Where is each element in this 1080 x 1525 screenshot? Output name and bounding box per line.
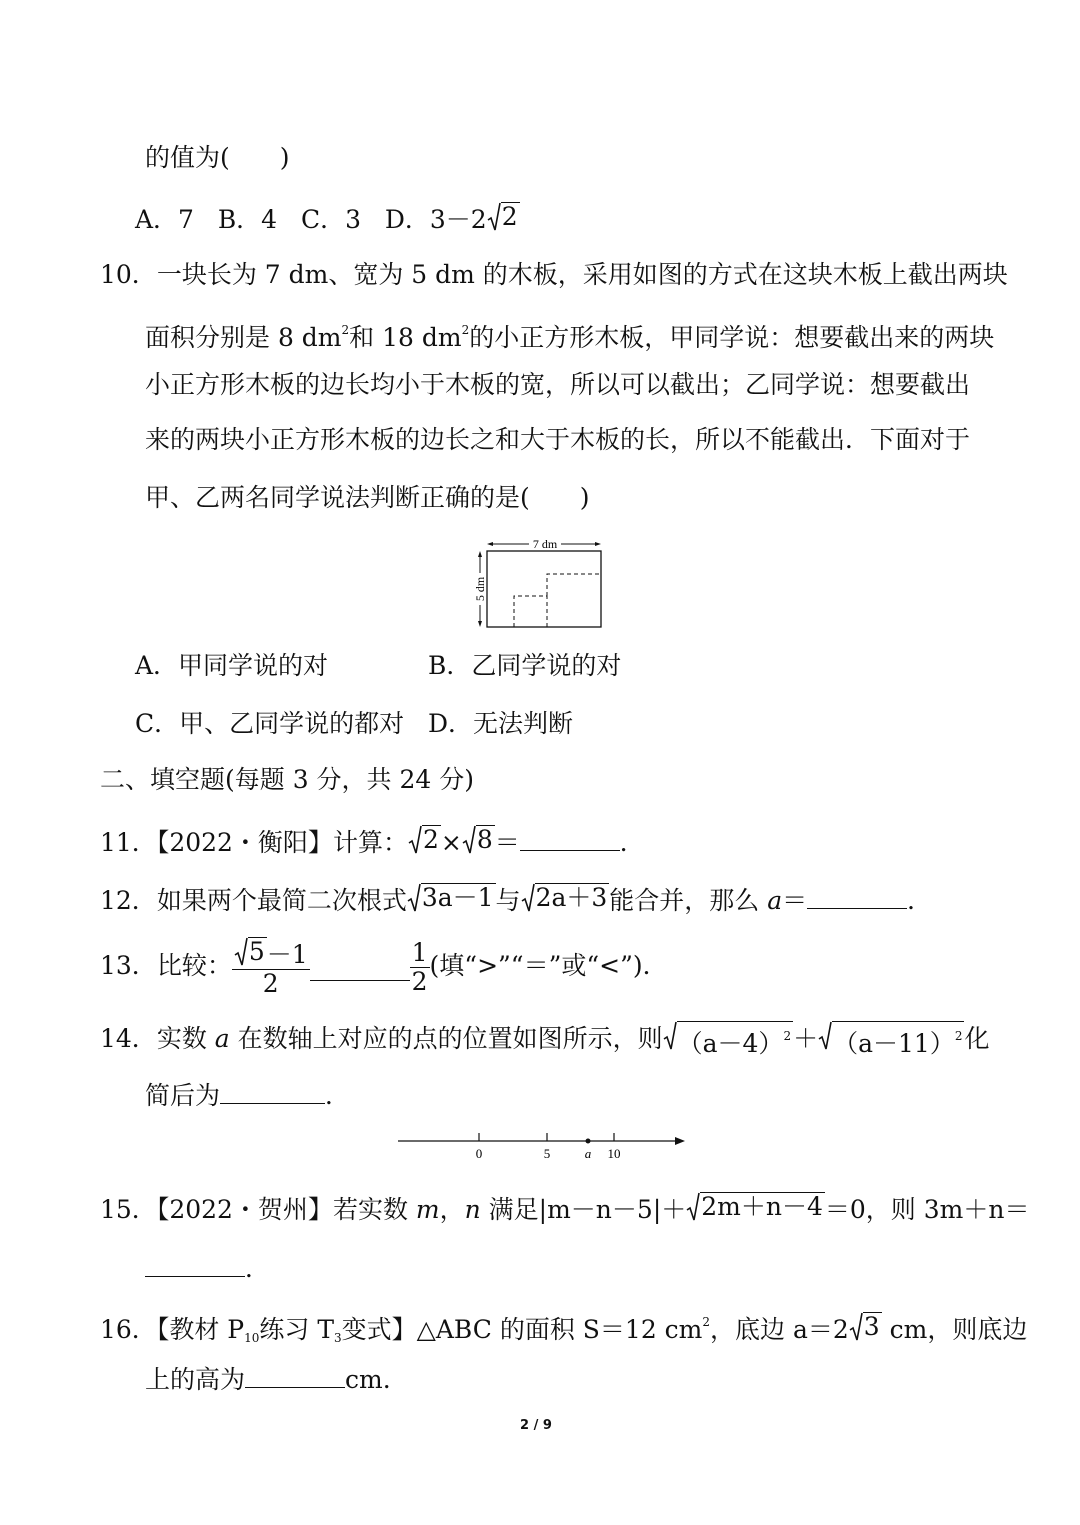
sqrt-symbol: 5 bbox=[234, 937, 267, 967]
q10-line2: 面积分别是 8 $dm^2$和 18 $dm^2$的小正方形木板，甲同学说：想要截出来的两块 bbox=[145, 323, 995, 352]
label-a: a bbox=[584, 1146, 592, 1161]
width-label: 7 dm bbox=[532, 537, 558, 551]
q13: 13．比较： 5 －1 2 $\frac{1}{2}$ (填“>”“＝”或“<”)． bbox=[100, 937, 668, 998]
q16-source: 【教材 $P_{10}$练习 $T_3$变式】 bbox=[156, 1315, 417, 1345]
q9-option-b: B．4 bbox=[217, 205, 278, 234]
q9-option-d: D．3－2 2 bbox=[384, 202, 518, 234]
sqrt-symbol: 3a－1 bbox=[407, 883, 496, 913]
q9-option-c: C．3 bbox=[300, 205, 361, 234]
q10-option-c: C．甲、乙同学说的都对 bbox=[135, 709, 405, 738]
small-square-dashed bbox=[514, 596, 547, 627]
q14-line1: 14．实数 a 在数轴上对应的点的位置如图所示，则 $(a-4)^2$ ＋ $(a-11)^2$ 化 bbox=[100, 1021, 989, 1058]
sqrt-symbol: 2 bbox=[408, 825, 441, 855]
label-10: 10 bbox=[607, 1146, 621, 1161]
large-square-dashed bbox=[547, 574, 601, 596]
q10-line4: 来的两块小正方形木板的边长之和大于木板的长，所以不能截出．下面对于 bbox=[145, 425, 971, 454]
q16-answer-blank[interactable] bbox=[245, 1361, 345, 1388]
sqrt-symbol: 8 bbox=[462, 825, 495, 855]
arrowhead-right bbox=[595, 542, 601, 546]
q9-options bbox=[135, 202, 520, 236]
q9-option-a: A．7 bbox=[135, 205, 194, 234]
sqrt-symbol: 3 bbox=[849, 1312, 882, 1342]
q10-board-figure bbox=[470, 535, 610, 635]
q10-option-a: A．甲同学说的对 bbox=[135, 651, 329, 680]
q12: 12．如果两个最简二次根式 3a－1 与 2a＋3 能合并，那么 a＝ ． bbox=[100, 883, 933, 915]
sqrt-symbol: 2m＋n－4 bbox=[686, 1192, 825, 1222]
q15-source: 【2022・贺州】 bbox=[156, 1195, 333, 1224]
q11-source: 【2022・衡阳】 bbox=[156, 828, 333, 857]
section-title: 二、填空题(每题 3 分，共 24 分) bbox=[100, 765, 475, 794]
q15-line2: ． bbox=[145, 1250, 270, 1285]
q15-line1: 15．【2022・贺州】若实数 m，n 满足|m－n－5|＋ 2m＋n－4 ＝0，则 3m＋n＝ bbox=[100, 1192, 1030, 1224]
q13-fraction-2: $\frac{1}{2}$ bbox=[411, 938, 428, 996]
q11-answer-blank[interactable] bbox=[520, 824, 620, 851]
q16-line2: 上的高为 cm. bbox=[145, 1361, 391, 1396]
arrowhead-top bbox=[478, 551, 482, 557]
sqrt-symbol: 2 bbox=[487, 202, 520, 232]
q16-line1: 16．【教材 $P_{10}$练习 $T_3$变式】△ABC 的面积 S＝12 $cm^2$，底边 a＝2 3 cm，则底边 bbox=[100, 1312, 1028, 1345]
axis-arrow bbox=[675, 1137, 685, 1145]
sqrt-symbol: 2a＋3 bbox=[521, 883, 610, 913]
q12-answer-blank[interactable] bbox=[807, 882, 907, 909]
board-rectangle bbox=[487, 551, 601, 627]
sqrt-symbol: $(a-4)^2$ bbox=[663, 1021, 793, 1058]
page-number: 2 / 9 bbox=[520, 1418, 552, 1433]
q10-line5: 甲、乙两名同学说法判断正确的是( ) bbox=[145, 483, 590, 512]
q13-fraction-1: 5 －1 2 bbox=[232, 937, 310, 998]
q10-option-b: B．乙同学说的对 bbox=[428, 651, 622, 680]
q14-answer-blank[interactable] bbox=[220, 1077, 325, 1104]
sqrt-symbol: $(a-11)^2$ bbox=[818, 1021, 964, 1058]
q10-line3: 小正方形木板的边长均小于木板的宽，所以可以截出；乙同学说：想要截出 bbox=[145, 370, 971, 399]
point-a bbox=[586, 1139, 591, 1144]
height-label: 5 dm bbox=[473, 576, 487, 602]
q14-line2: 简后为 ． bbox=[145, 1077, 350, 1112]
q14-number-line bbox=[395, 1128, 690, 1164]
q11: 11．【2022・衡阳】计算： 2 × 8 ＝ ． bbox=[100, 825, 645, 857]
q9-stem-end: 的值为( ) bbox=[145, 143, 290, 172]
q13-answer-blank[interactable] bbox=[310, 954, 410, 981]
q10-option-d: D．无法判断 bbox=[428, 709, 574, 738]
label-5: 5 bbox=[543, 1146, 551, 1161]
q10-line1: 10．一块长为 7 dm、宽为 5 dm 的木板，采用如图的方式在这块木板上截出两块 bbox=[100, 260, 1008, 289]
arrowhead-bottom bbox=[478, 621, 482, 627]
arrowhead-left bbox=[487, 542, 493, 546]
label-0: 0 bbox=[475, 1146, 483, 1161]
q15-answer-blank[interactable] bbox=[145, 1250, 245, 1277]
